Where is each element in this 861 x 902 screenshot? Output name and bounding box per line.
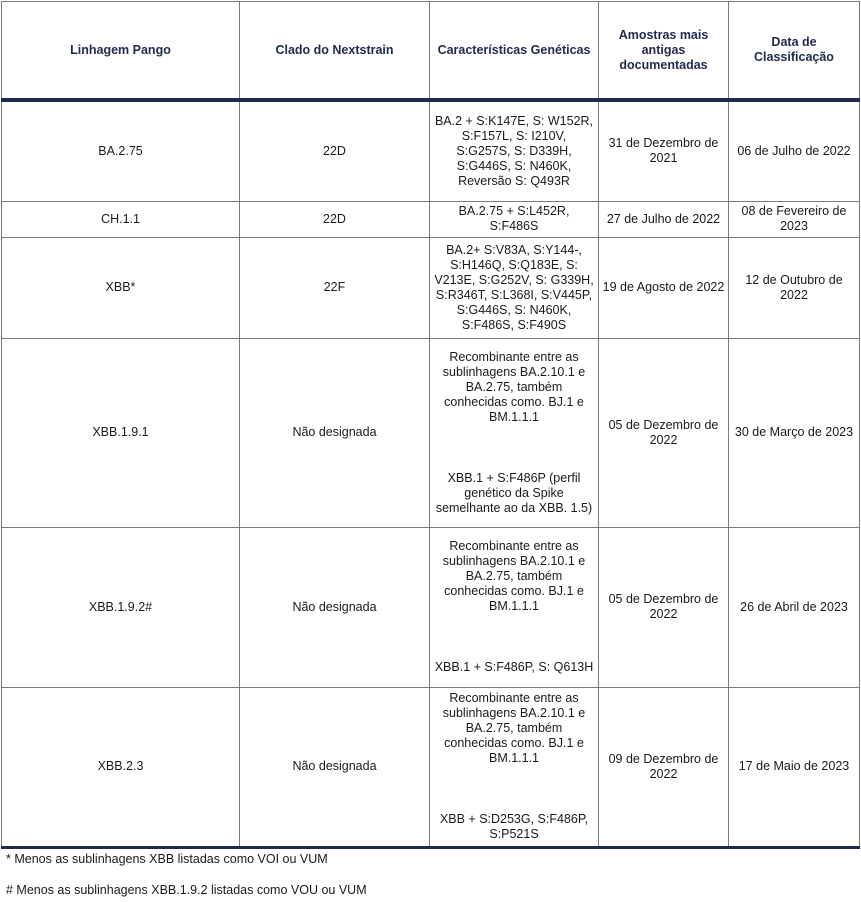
cell-characteristics: BA.2.75 + S:L452R, S:F486S	[430, 201, 599, 237]
cell-earliest: 27 de Julho de 2022	[599, 201, 729, 237]
cell-earliest: 05 de Dezembro de 2022	[599, 527, 729, 687]
header-characteristics: Características Genéticas	[430, 2, 599, 101]
cell-lineage: XBB.1.9.2#	[2, 527, 240, 687]
cell-lineage: XBB.1.9.1	[2, 338, 240, 527]
cell-clade: 22F	[240, 237, 430, 338]
cell-classified: 17 de Maio de 2023	[729, 687, 860, 847]
cell-earliest: 09 de Dezembro de 2022	[599, 687, 729, 847]
cell-classified: 06 de Julho de 2022	[729, 100, 860, 201]
table-row	[2, 527, 860, 687]
cell-lineage: CH.1.1	[2, 201, 240, 237]
recombinant-text: Recombinante entre as sublinhagens BA.2.10.1 e BA.2.75, também conhecidas como. BJ.1 e BM.1.1.1	[442, 539, 586, 613]
cell-clade: 22D	[240, 201, 430, 237]
cell-earliest: 19 de Agosto de 2022	[599, 237, 729, 338]
lineage-table	[1, 1, 860, 849]
table-row	[2, 100, 860, 201]
table-row	[2, 237, 860, 338]
cell-characteristics	[430, 338, 599, 527]
footnote-xbb: * Menos as sublinhagens XBB listadas como VOI ou VUM	[6, 852, 328, 866]
cell-characteristics: BA.2+ S:V83A, S:Y144-, S:H146Q, S:Q183E, S: V213E, S:G252V, S: G339H, S:R346T, S:L368I, S:V445P, S:G446S, S: N460K, S:F486S, S:F490S	[430, 237, 599, 338]
header-lineage: Linhagem Pango	[2, 2, 240, 101]
spike-profile-text: XBB + S:D253G, S:F486P, S:P521S	[439, 812, 589, 841]
spike-profile-text: XBB.1 + S:F486P, S: Q613H	[434, 660, 594, 674]
table-row	[2, 201, 860, 237]
cell-clade: Não designada	[240, 527, 430, 687]
cell-clade: Não designada	[240, 687, 430, 847]
header-row	[2, 2, 860, 101]
cell-characteristics: BA.2 + S:K147E, S: W152R, S:F157L, S: I210V, S:G257S, S: D339H, S:G446S, S: N460K, Reversão S: Q493R	[430, 100, 599, 201]
cell-classified: 26 de Abril de 2023	[729, 527, 860, 687]
spike-profile-text: XBB.1 + S:F486P (perfil genético da Spike semelhante ao da XBB. 1.5)	[435, 470, 593, 515]
recombinant-text: Recombinante entre as sublinhagens BA.2.10.1 e BA.2.75, também conhecidas como. BJ.1 e BM.1.1.1	[442, 691, 586, 765]
cell-clade: Não designada	[240, 338, 430, 527]
cell-characteristics	[430, 687, 599, 847]
cell-classified: 30 de Março de 2023	[729, 338, 860, 527]
cell-classified: 08 de Fevereiro de 2023	[729, 201, 860, 237]
header-earliest-samples: Amostras mais antigas documentadas	[599, 2, 729, 101]
cell-lineage: XBB*	[2, 237, 240, 338]
header-clade: Clado do Nextstrain	[240, 2, 430, 101]
footnote-xbb-1-9-2: # Menos as sublinhagens XBB.1.9.2 listadas como VOU ou VUM	[6, 883, 367, 897]
header-classification-date: Data de Classificação	[729, 2, 860, 101]
cell-characteristics	[430, 527, 599, 687]
cell-classified: 12 de Outubro de 2022	[729, 237, 860, 338]
recombinant-text: Recombinante entre as sublinhagens BA.2.10.1 e BA.2.75, também conhecidas como. BJ.1 e BM.1.1.1	[442, 349, 586, 424]
table-row	[2, 687, 860, 847]
cell-earliest: 05 de Dezembro de 2022	[599, 338, 729, 527]
cell-lineage: XBB.2.3	[2, 687, 240, 847]
cell-clade: 22D	[240, 100, 430, 201]
table-row	[2, 338, 860, 527]
cell-earliest: 31 de Dezembro de 2021	[599, 100, 729, 201]
cell-lineage: BA.2.75	[2, 100, 240, 201]
